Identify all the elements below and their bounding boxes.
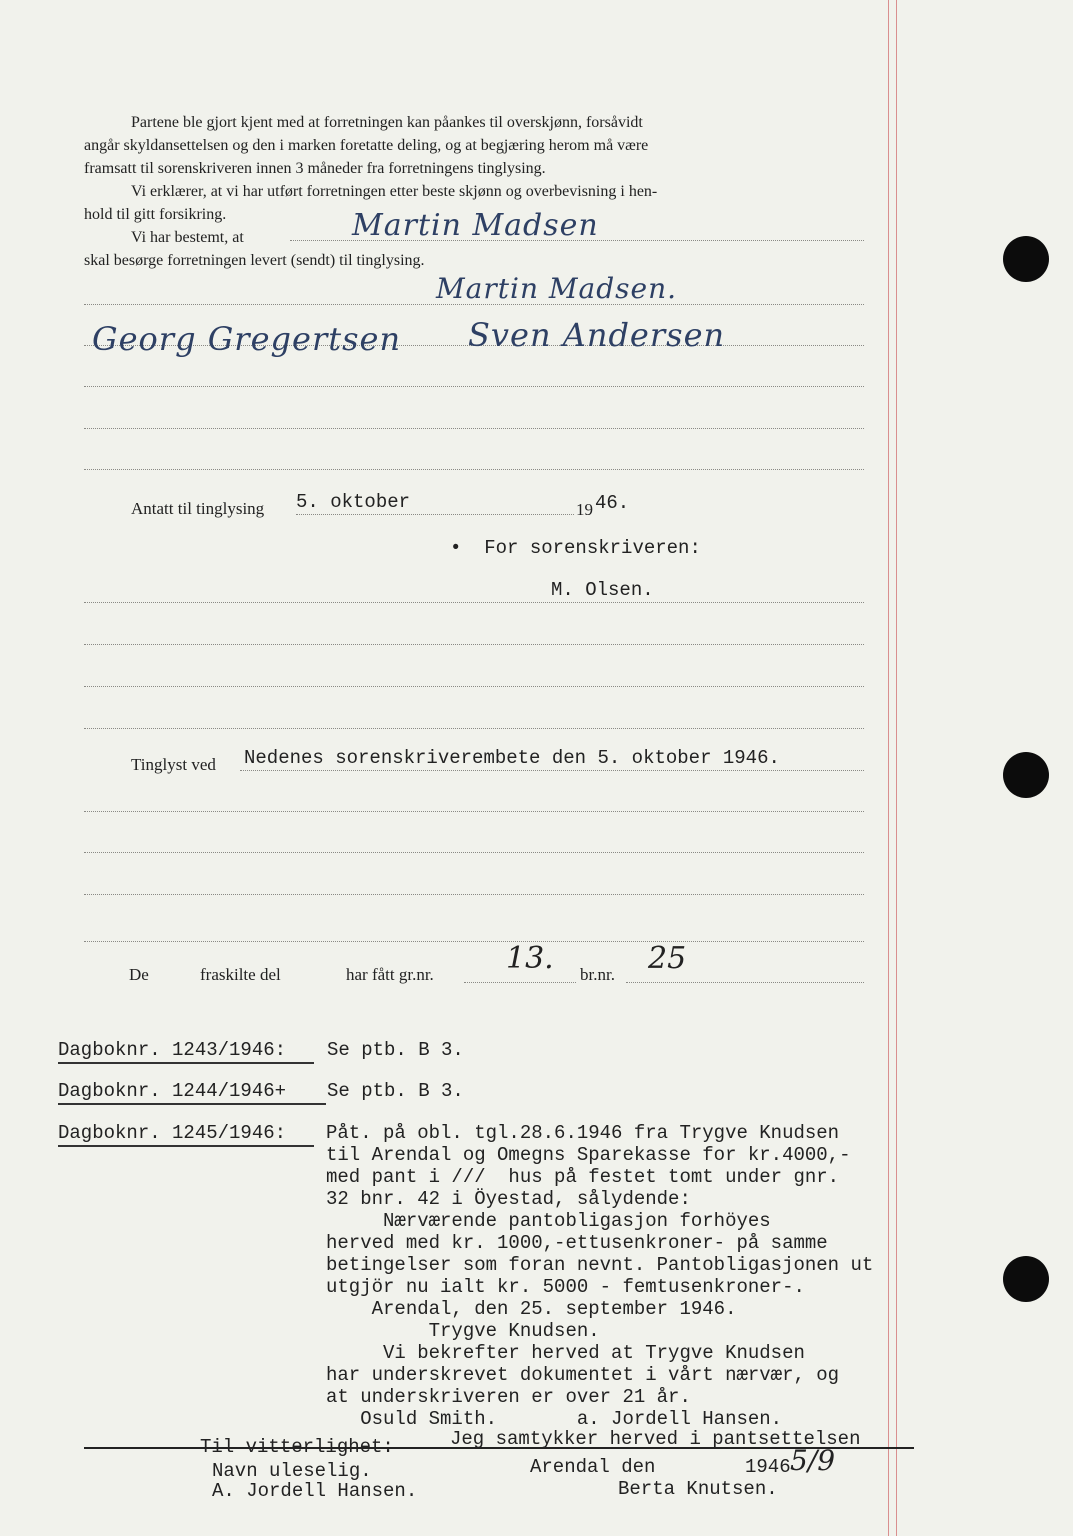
brnr-label: br.nr. — [580, 965, 615, 984]
har-fatt-grnr: har fått gr.nr. — [346, 965, 434, 984]
grnr-value: 13. — [506, 941, 554, 976]
entry-line: Trygve Knudsen. — [326, 1320, 600, 1342]
entry-text: Se ptb. B 3. — [327, 1080, 464, 1102]
witness-date-hand: 5/9 — [790, 1444, 836, 1477]
fill-line — [240, 770, 864, 771]
entry-line: Vi bekrefter herved at Trygve Knudsen — [326, 1342, 805, 1364]
blank-line — [84, 428, 864, 429]
fill-line — [464, 982, 576, 983]
entry-label: Dagboknr. 1243/1946: — [58, 1039, 287, 1061]
jordell-hansen: A. Jordell Hansen. — [212, 1480, 418, 1502]
entry-label: Dagboknr. 1245/1946: — [58, 1122, 287, 1144]
entry-underline — [58, 1145, 314, 1147]
blank-line — [84, 894, 864, 895]
blank-line — [84, 686, 864, 687]
entry-line: Osuld Smith. a. Jordell Hansen. — [326, 1408, 783, 1430]
signature-1: Martin Madsen. — [436, 272, 678, 305]
til-vitterlighet: Til vitterlighet: — [200, 1436, 394, 1458]
fill-line — [626, 982, 864, 983]
witness-year: 1946 — [745, 1456, 791, 1478]
entry-text: Påt. på obl. tgl.28.6.1946 fra Trygve Knudsen — [326, 1122, 840, 1144]
entry-label: Dagboknr. 1244/1946+ — [58, 1080, 287, 1102]
navn-uleselig: Navn uleselig. — [212, 1460, 372, 1482]
entry-line: at underskriveren er over 21 år. — [326, 1386, 691, 1408]
form-text-line: hold til gitt forsikring. — [84, 206, 227, 223]
blank-line — [84, 728, 864, 729]
entry-line: 32 bnr. 42 i Öyestad, sålydende: — [326, 1188, 691, 1210]
punch-hole-bottom — [1003, 1256, 1049, 1302]
punch-hole-middle — [1003, 752, 1049, 798]
margin-rule-2 — [896, 0, 897, 1536]
entry-line: har underskrevet dokumentet i vårt nærvær, og — [326, 1364, 840, 1386]
tinglyst-text: Nedenes sorenskriverembete den 5. oktober 1946. — [244, 747, 780, 769]
entry-line: utgjör nu ialt kr. 5000 - femtusenkroner-. — [326, 1276, 805, 1298]
antatt-label: Antatt til tinglysing — [131, 499, 265, 518]
entry-line: med pant i /// hus på festet tomt under gnr. — [326, 1166, 840, 1188]
entry-underline — [58, 1103, 326, 1105]
antatt-year-prefix: 19 — [576, 500, 593, 519]
blank-line — [84, 941, 864, 942]
antatt-date: 5. oktober — [296, 491, 411, 513]
margin-rule — [888, 0, 889, 1536]
punch-hole-top — [1003, 236, 1049, 282]
signature-bestemt: Martin Madsen — [352, 208, 599, 243]
form-text-line: Partene ble gjort kjent med at forretningen kan påankes til overskjønn, forsåvidt — [131, 114, 643, 131]
clerk-name: M. Olsen. — [551, 579, 654, 601]
fill-line — [296, 514, 574, 515]
blank-line — [84, 386, 864, 387]
for-sorenskriveren: • For sorenskriveren: — [450, 537, 701, 559]
entry-text: Se ptb. B 3. — [327, 1039, 464, 1061]
blank-line — [84, 602, 864, 603]
brnr-value: 25 — [648, 941, 687, 976]
tinglyst-label: Tinglyst ved — [131, 755, 216, 774]
entry-line: Nærværende pantobligasjon forhöyes — [326, 1210, 771, 1232]
entry-line: betingelser som foran nevnt. Pantobligasjonen ut — [326, 1254, 874, 1276]
fraskilte-del: fraskilte del — [200, 965, 281, 984]
fraskilte-de: De — [129, 965, 149, 984]
blank-line — [84, 644, 864, 645]
blank-line — [84, 811, 864, 812]
signature-2: Georg Gregertsen — [92, 320, 402, 358]
form-text-line: framsatt til sorenskriveren innen 3 måneder fra forretningens tinglysing. — [84, 160, 546, 177]
bestemt-label: Vi har bestemt, at — [131, 229, 244, 246]
form-text-line: Vi erklærer, at vi har utført forretningen etter beste skjønn og overbevisning i hen- — [131, 183, 658, 200]
antatt-year-suffix: 46. — [595, 492, 630, 514]
samtykke-text: Jeg samtykker herved i pantsettelsen — [450, 1428, 861, 1450]
entry-underline — [58, 1062, 314, 1064]
entry-line: herved med kr. 1000,-ettusenkroner- på samme — [326, 1232, 828, 1254]
berta-knutsen: Berta Knutsen. — [618, 1478, 778, 1500]
besorge-text: skal besørge forretningen levert (sendt) til tinglysing. — [84, 252, 425, 269]
blank-line — [84, 852, 864, 853]
arendal-den: Arendal den — [530, 1456, 656, 1478]
entry-line: Arendal, den 25. september 1946. — [326, 1298, 737, 1320]
form-text-line: angår skyldansettelsen og den i marken foretatte deling, og at begjæring herom må være — [84, 137, 649, 154]
entry-line: til Arendal og Omegns Sparekasse for kr.4000,- — [326, 1144, 851, 1166]
signature-3: Sven Andersen — [468, 316, 726, 354]
blank-line — [84, 469, 864, 470]
